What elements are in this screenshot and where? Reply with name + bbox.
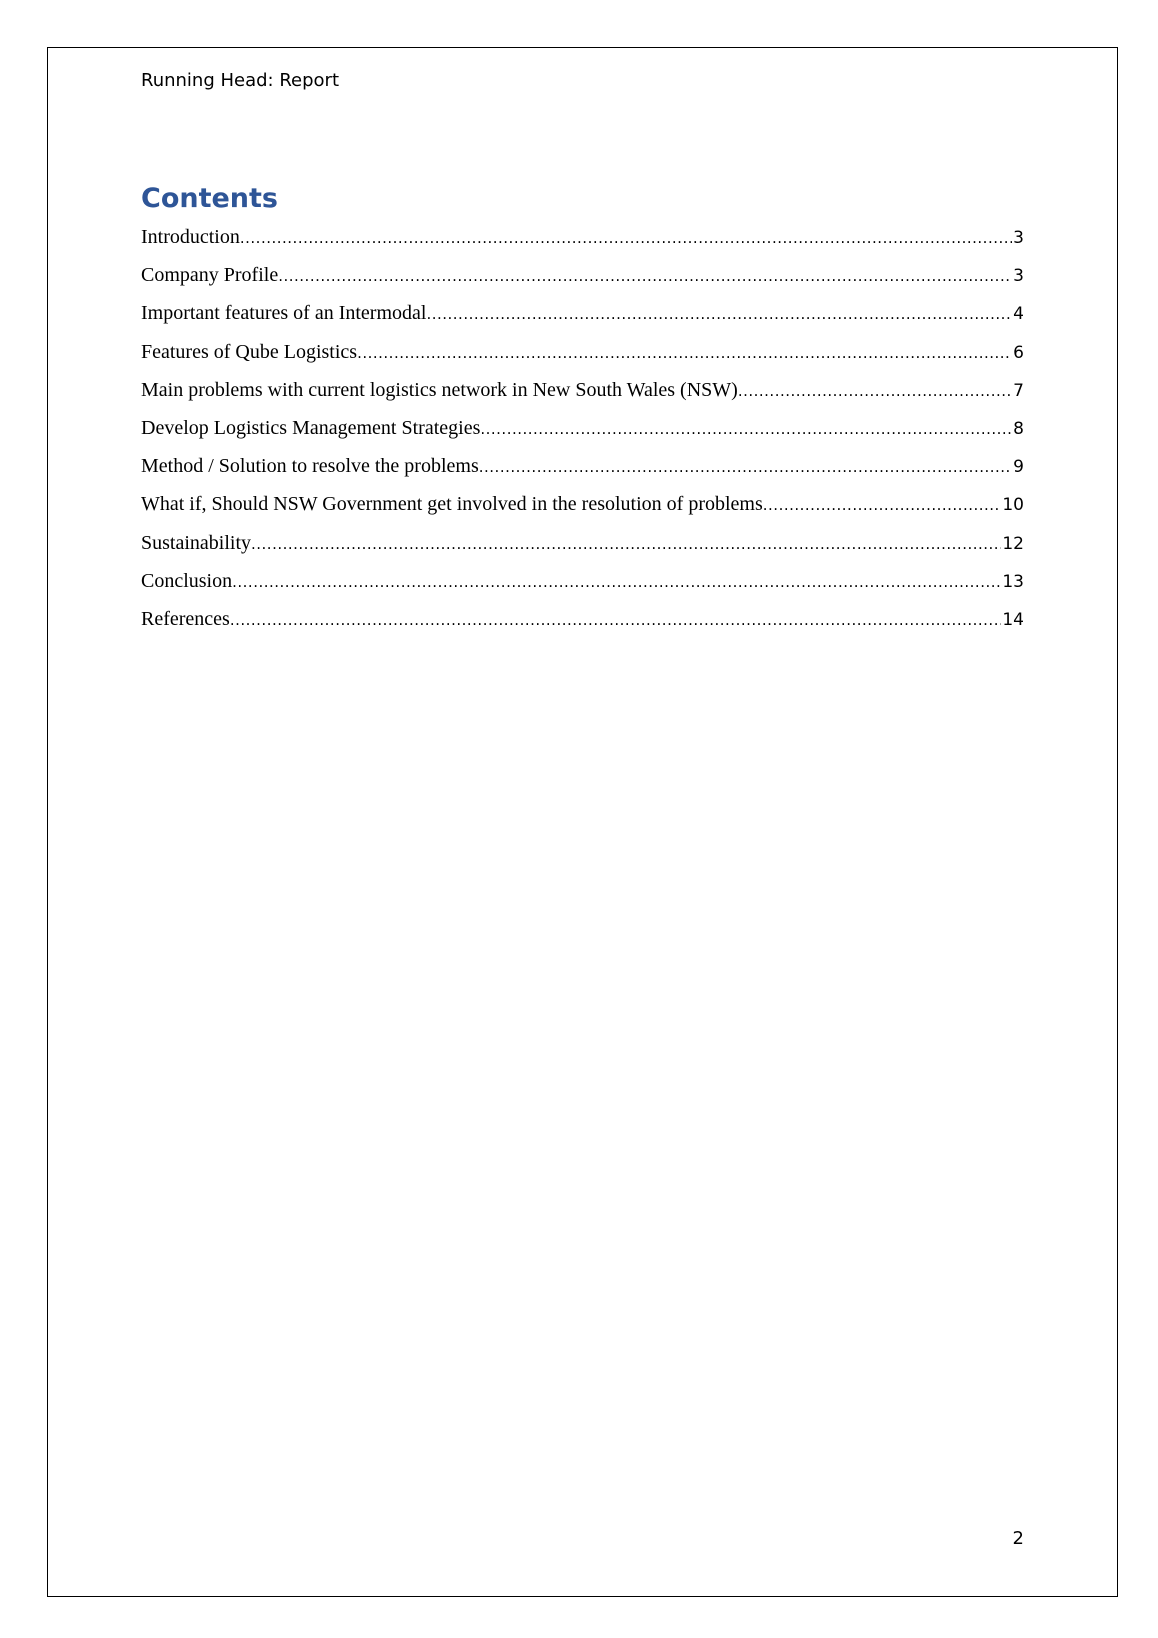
toc-entry-title: Develop Logistics Management Strategies	[141, 416, 481, 439]
toc-dot-leader	[480, 414, 1012, 445]
toc-entry-page: 4	[1013, 304, 1024, 325]
toc-dot-leader	[240, 223, 1012, 254]
toc-entry-qube-features[interactable]	[141, 337, 1024, 375]
toc-entry-page: 3	[1013, 266, 1024, 287]
toc-entry-title: Sustainability	[141, 531, 251, 554]
page-number: 2	[1012, 1528, 1024, 1549]
running-head: Running Head: Report	[141, 70, 339, 91]
toc-entry-title: References	[141, 607, 230, 630]
toc-dot-leader	[230, 605, 1002, 636]
toc-entry-title: Method / Solution to resolve the problems	[141, 455, 479, 478]
toc-entry-nsw-government[interactable]	[141, 489, 1024, 527]
toc-dot-leader	[426, 299, 1012, 330]
toc-entry-page: 8	[1013, 418, 1024, 439]
toc-entry-page: 10	[1002, 495, 1024, 516]
toc-entry-title: Important features of an Intermodal	[141, 302, 427, 325]
toc-entry-page: 12	[1002, 533, 1024, 554]
toc-entry-references[interactable]	[141, 604, 1024, 642]
toc-entry-introduction[interactable]	[141, 222, 1024, 260]
toc-entry-title: Conclusion	[141, 569, 233, 592]
toc-entry-intermodal-features[interactable]	[141, 298, 1024, 336]
toc-entry-page: 14	[1002, 609, 1024, 630]
toc-entry-title: What if, Should NSW Government get involved in the resolution of problems	[141, 493, 763, 516]
table-of-contents	[141, 222, 1024, 642]
toc-dot-leader	[278, 261, 1012, 292]
toc-entry-title: Features of Qube Logistics	[141, 340, 358, 363]
toc-dot-leader	[251, 529, 1001, 560]
toc-entry-page: 3	[1013, 228, 1024, 248]
toc-entry-main-problems[interactable]	[141, 375, 1024, 413]
toc-dot-leader	[357, 338, 1012, 369]
toc-dot-leader	[738, 376, 1012, 407]
toc-entry-sustainability[interactable]	[141, 528, 1024, 566]
contents-heading: Contents	[141, 183, 279, 214]
toc-dot-leader	[479, 452, 1012, 483]
toc-entry-conclusion[interactable]	[141, 566, 1024, 604]
toc-entry-page: 13	[1002, 571, 1024, 592]
toc-entry-title: Main problems with current logistics network in New South Wales (NSW)	[141, 378, 738, 401]
toc-entry-title: Introduction	[141, 226, 240, 248]
toc-entry-page: 6	[1013, 342, 1024, 363]
toc-entry-title: Company Profile	[141, 264, 279, 287]
toc-dot-leader	[763, 490, 1002, 521]
toc-dot-leader	[232, 567, 1001, 598]
toc-entry-company-profile[interactable]	[141, 260, 1024, 298]
toc-entry-page: 7	[1013, 380, 1024, 401]
toc-entry-page: 9	[1013, 457, 1024, 478]
toc-entry-strategies[interactable]	[141, 413, 1024, 451]
toc-entry-method-solution[interactable]	[141, 451, 1024, 489]
